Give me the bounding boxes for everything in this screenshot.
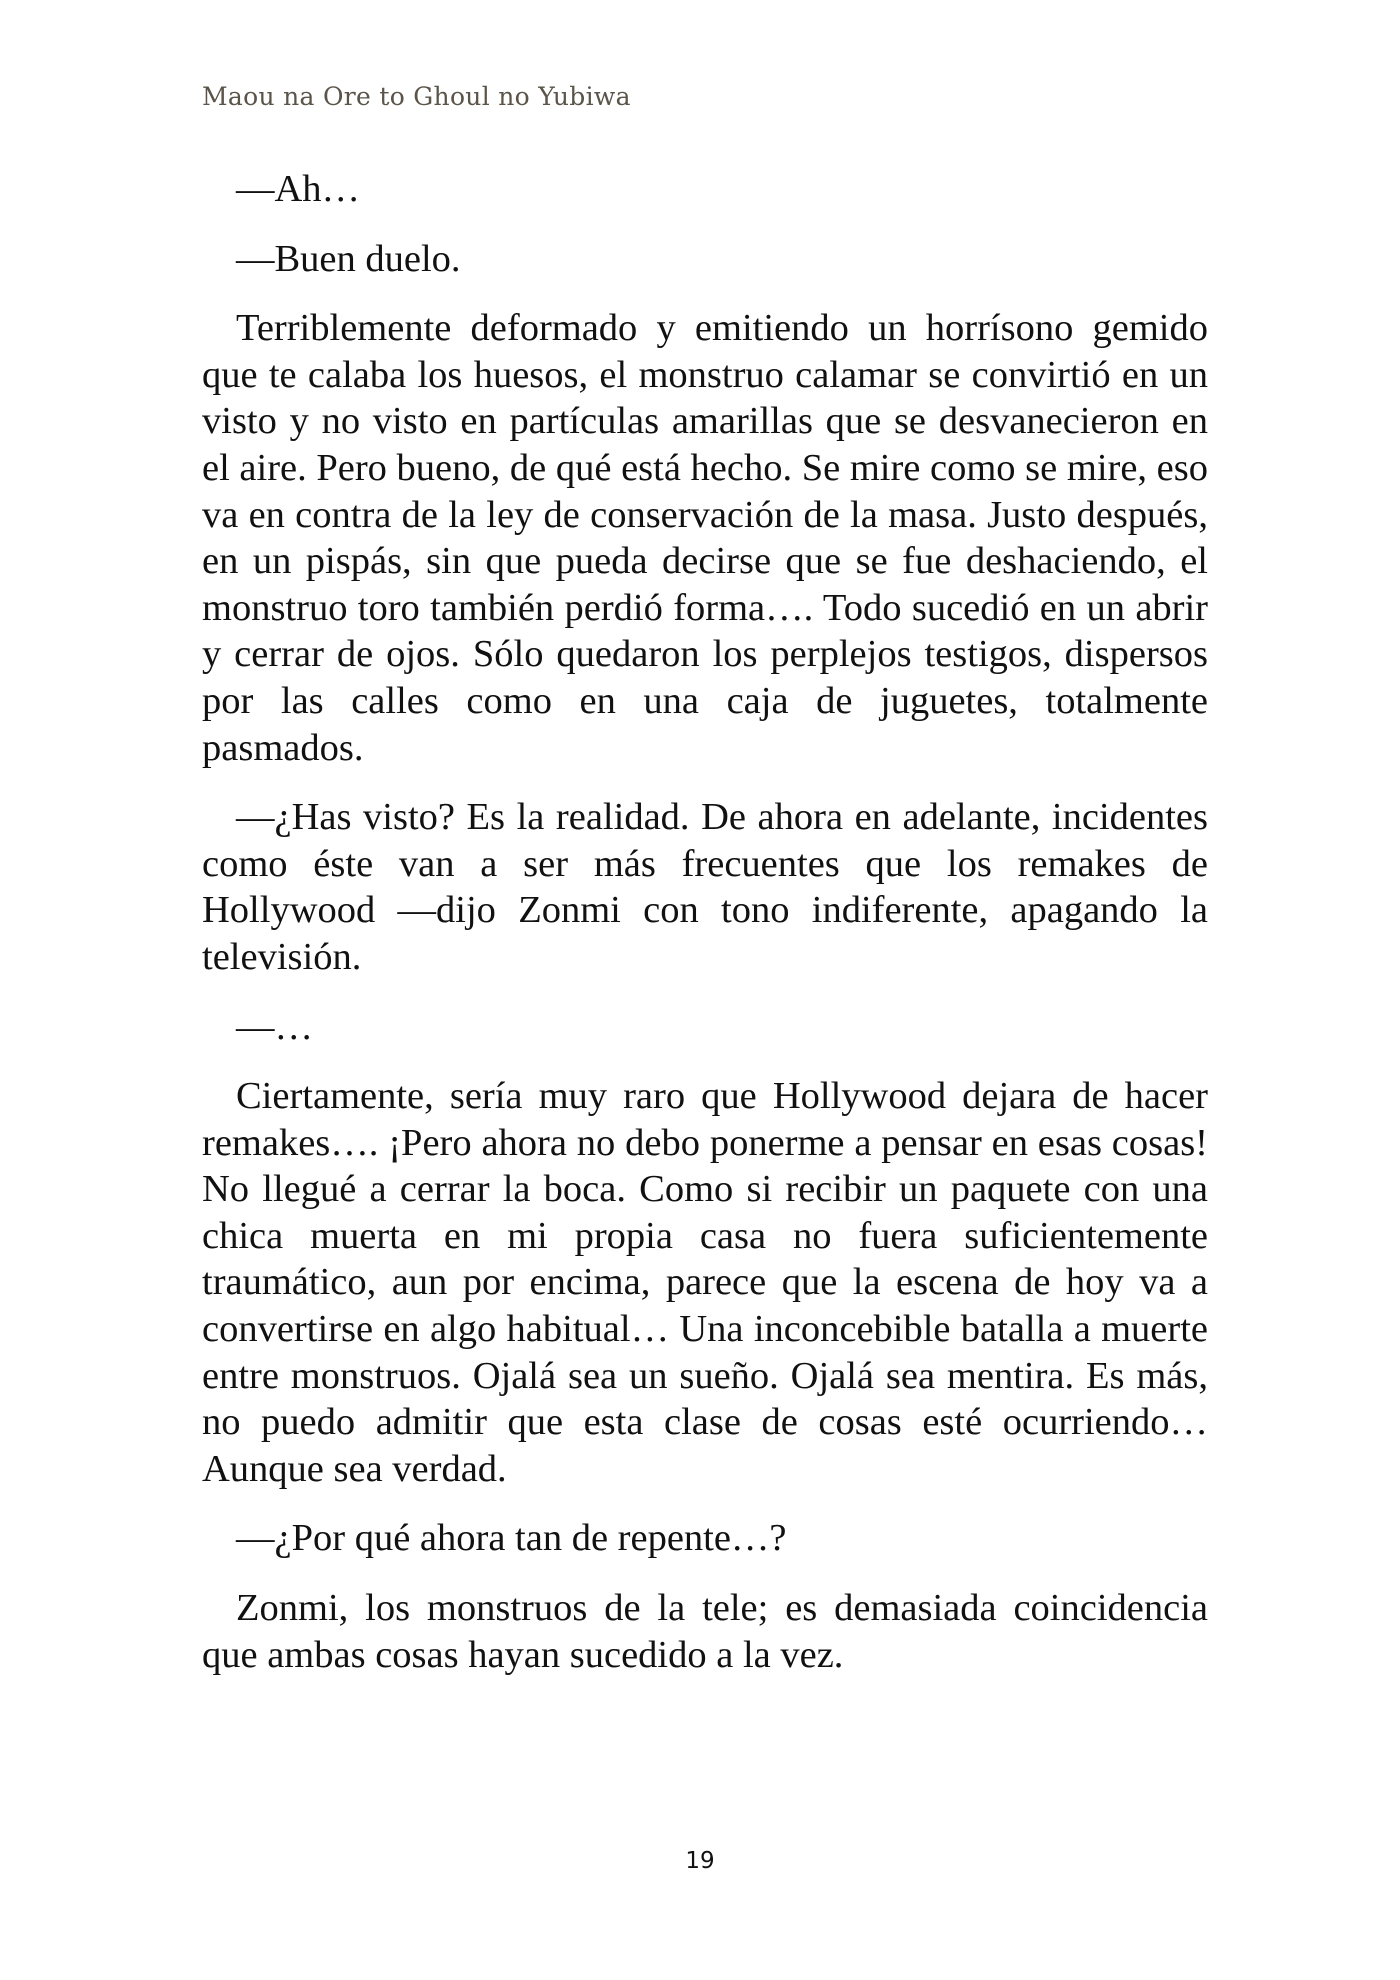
running-header: Maou na Ore to Ghoul no Yubiwa (202, 82, 631, 111)
paragraph-dialogue: —Ah… (236, 168, 361, 210)
paragraph-dialogue: —… (236, 1005, 313, 1048)
paragraph-dialogue: —¿Has visto? Es la realidad. De ahora en adelante, incidentes como éste van a ser más frecuentes que los remakes de Hollywood —dijo Zonmi con tono indiferente, apagando la televisión. (202, 796, 1208, 978)
paragraph-narration: Ciertamente, sería muy raro que Hollywood dejara de hacer remakes…. ¡Pero ahora no debo ponerme a pensar en esas cosas! No llegué a cerrar la boca. Como si recibir un paquete con una chica muerta en mi propia casa no fuera suficientemente traumático, aun por encima, parece que la escena de hoy va a convertirse en algo habitual… Una inconcebible batalla a muerte entre monstruos. Ojalá sea un sueño. Ojalá sea mentira. Es más, no puedo admitir que esta clase de cosas esté ocurriendo… Aunque sea verdad. (202, 1075, 1208, 1490)
body-text (202, 166, 1208, 1701)
paragraph-narration: Terriblemente deformado y emitiendo un horrísono gemido que te calaba los huesos, el monstruo calamar se convirtió en un visto y no visto en partículas amarillas que se desvanecieron en el aire. Pero bueno, de qué está hecho. Se mire como se mire, eso va en contra de la ley de conservación de la masa. Justo después, en un pispás, sin que pueda decirse que se fue deshaciendo, el monstruo toro también perdió forma…. Todo sucedió en un abrir y cerrar de ojos. Sólo quedaron los perplejos testigos, dispersos por las calles como en una caja de juguetes, totalmente pasmados. (202, 307, 1209, 769)
paragraph-narration: Zonmi, los monstruos de la tele; es demasiada coincidencia que ambas cosas hayan sucedido a la vez. (202, 1587, 1208, 1676)
paragraph-dialogue: —¿Por qué ahora tan de repente…? (236, 1517, 787, 1560)
page-number: 19 (685, 1848, 715, 1874)
paragraph-dialogue: —Buen duelo. (236, 237, 461, 280)
